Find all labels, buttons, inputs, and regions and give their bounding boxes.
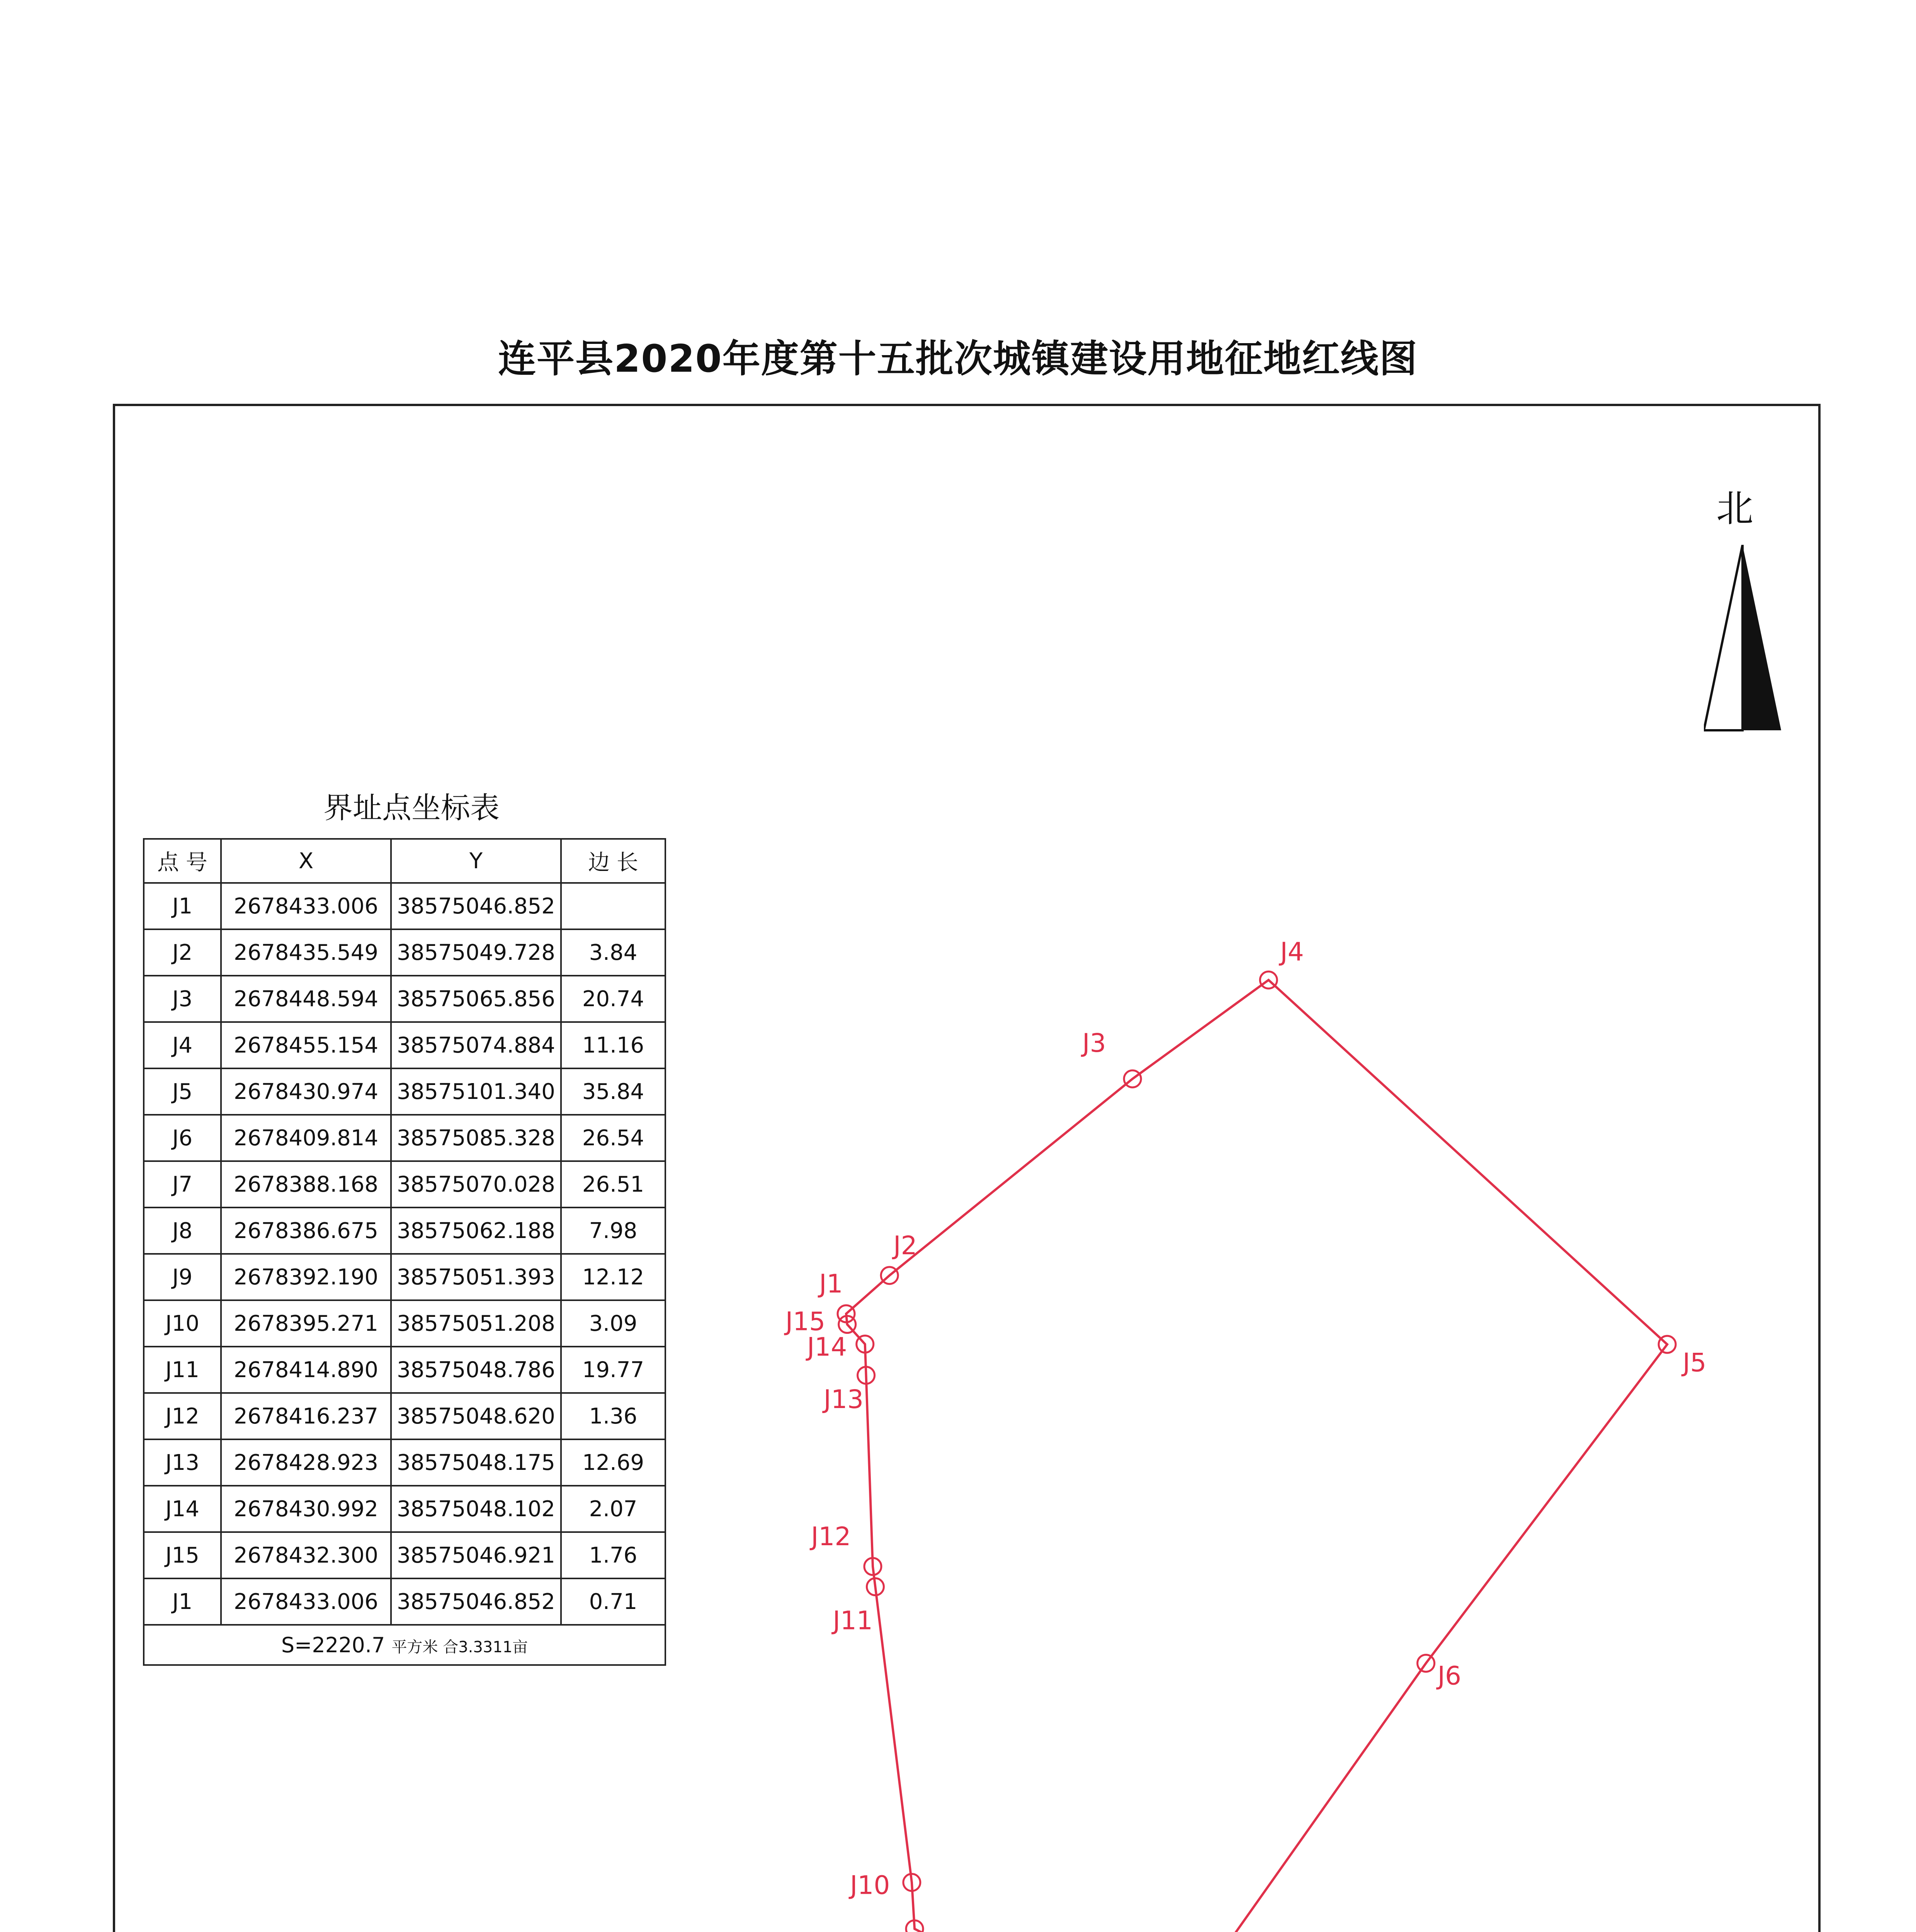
cell-point: J11 bbox=[144, 1347, 221, 1393]
cell-y: 38575048.620 bbox=[391, 1393, 561, 1439]
cell-y: 38575046.921 bbox=[391, 1532, 561, 1578]
cell-x: 2678414.890 bbox=[221, 1347, 391, 1393]
cell-point: J5 bbox=[144, 1068, 221, 1115]
point-label: J10 bbox=[850, 1870, 890, 1900]
cell-point: J6 bbox=[144, 1115, 221, 1161]
cell-y: 38575046.852 bbox=[391, 883, 561, 929]
header-y: Y bbox=[391, 839, 561, 883]
cell-length: 7.98 bbox=[561, 1208, 665, 1254]
cell-x: 2678386.675 bbox=[221, 1208, 391, 1254]
point-label: J15 bbox=[785, 1306, 826, 1337]
cell-length: 2.07 bbox=[561, 1486, 665, 1532]
cell-length: 20.74 bbox=[561, 976, 665, 1022]
cell-point: J9 bbox=[144, 1254, 221, 1300]
cell-length: 19.77 bbox=[561, 1347, 665, 1393]
cell-y: 38575065.856 bbox=[391, 976, 561, 1022]
cell-y: 38575048.786 bbox=[391, 1347, 561, 1393]
point-label: J1 bbox=[819, 1269, 843, 1299]
point-label: J11 bbox=[833, 1605, 873, 1636]
cell-point: J8 bbox=[144, 1208, 221, 1254]
cell-x: 2678432.300 bbox=[221, 1532, 391, 1578]
map-title: 连平县2020年度第十五批次城镇建设用地征地红线图 bbox=[498, 337, 1418, 381]
cell-x: 2678433.006 bbox=[221, 1578, 391, 1625]
area-value: S=2220.7 bbox=[281, 1633, 385, 1657]
cell-y: 38575070.028 bbox=[391, 1161, 561, 1208]
cell-point: J15 bbox=[144, 1532, 221, 1578]
cell-point: J3 bbox=[144, 976, 221, 1022]
cell-y: 38575051.393 bbox=[391, 1254, 561, 1300]
cell-y: 38575048.102 bbox=[391, 1486, 561, 1532]
cell-x: 2678433.006 bbox=[221, 883, 391, 929]
point-label: J2 bbox=[893, 1230, 917, 1260]
cell-point: J1 bbox=[144, 1578, 221, 1625]
point-label: J4 bbox=[1280, 937, 1304, 967]
cell-point: J4 bbox=[144, 1022, 221, 1068]
cell-length: 12.12 bbox=[561, 1254, 665, 1300]
cell-x: 2678455.154 bbox=[221, 1022, 391, 1068]
cell-x: 2678409.814 bbox=[221, 1115, 391, 1161]
cell-y: 38575048.175 bbox=[391, 1439, 561, 1486]
point-label: J5 bbox=[1683, 1348, 1707, 1378]
cell-length: 26.54 bbox=[561, 1115, 665, 1161]
cell-point: J1 bbox=[144, 883, 221, 929]
header-point: 点 号 bbox=[144, 839, 221, 883]
cell-x: 2678428.923 bbox=[221, 1439, 391, 1486]
cell-point: J13 bbox=[144, 1439, 221, 1486]
coordinate-table-title: 界址点坐标表 bbox=[323, 791, 500, 825]
cell-length: 0.71 bbox=[561, 1578, 665, 1625]
cell-y: 38575101.340 bbox=[391, 1068, 561, 1115]
cell-length: 1.36 bbox=[561, 1393, 665, 1439]
cell-x: 2678430.974 bbox=[221, 1068, 391, 1115]
point-label: J13 bbox=[823, 1384, 864, 1415]
header-length: 边 长 bbox=[561, 839, 665, 883]
cell-x: 2678395.271 bbox=[221, 1300, 391, 1347]
header-x: X bbox=[221, 839, 391, 883]
cell-y: 38575051.208 bbox=[391, 1300, 561, 1347]
cell-x: 2678448.594 bbox=[221, 976, 391, 1022]
point-label: J12 bbox=[811, 1521, 851, 1551]
area-unit: 平方米 合3.3311亩 bbox=[391, 1638, 528, 1656]
cell-length: 3.84 bbox=[561, 929, 665, 976]
cell-x: 2678416.237 bbox=[221, 1393, 391, 1439]
cell-y: 38575074.884 bbox=[391, 1022, 561, 1068]
cell-length: 3.09 bbox=[561, 1300, 665, 1347]
cell-point: J7 bbox=[144, 1161, 221, 1208]
north-label: 北 bbox=[1716, 487, 1753, 530]
parcel-boundary bbox=[846, 980, 1667, 1932]
point-label: J14 bbox=[807, 1332, 847, 1362]
cell-point: J12 bbox=[144, 1393, 221, 1439]
cell-length: 12.69 bbox=[561, 1439, 665, 1486]
cell-length: 1.76 bbox=[561, 1532, 665, 1578]
cell-y: 38575085.328 bbox=[391, 1115, 561, 1161]
cell-length: 26.51 bbox=[561, 1161, 665, 1208]
cell-length: 11.16 bbox=[561, 1022, 665, 1068]
cell-x: 2678392.190 bbox=[221, 1254, 391, 1300]
point-label: J3 bbox=[1082, 1028, 1106, 1058]
cell-y: 38575046.852 bbox=[391, 1578, 561, 1625]
cell-x: 2678435.549 bbox=[221, 929, 391, 976]
cell-y: 38575049.728 bbox=[391, 929, 561, 976]
cell-x: 2678430.992 bbox=[221, 1486, 391, 1532]
cell-point: J10 bbox=[144, 1300, 221, 1347]
point-label: J6 bbox=[1437, 1661, 1462, 1691]
cell-point: J14 bbox=[144, 1486, 221, 1532]
cell-x: 2678388.168 bbox=[221, 1161, 391, 1208]
cell-point: J2 bbox=[144, 929, 221, 976]
cell-length: 35.84 bbox=[561, 1068, 665, 1115]
cell-y: 38575062.188 bbox=[391, 1208, 561, 1254]
